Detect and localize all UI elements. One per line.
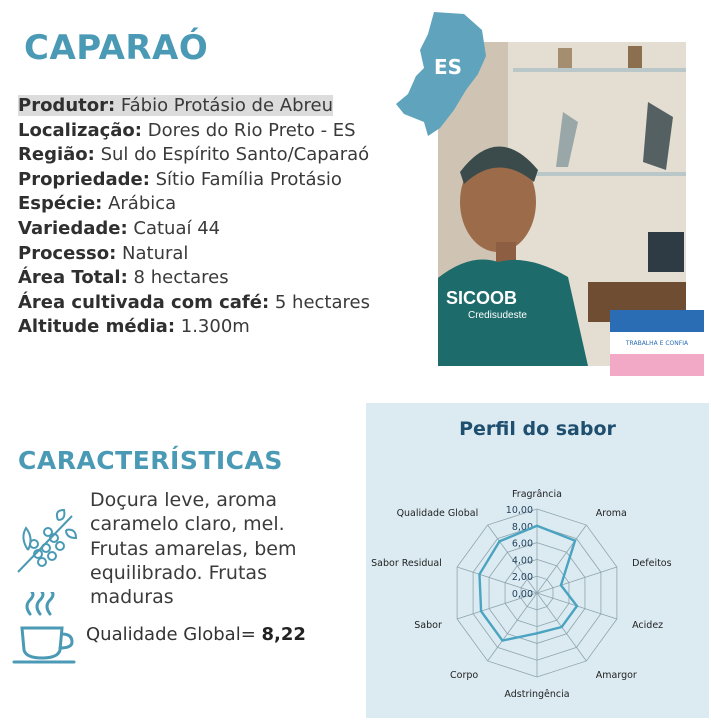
radar-category-label: Fragrância (512, 489, 562, 500)
radar-spoke (537, 567, 617, 593)
info-row (18, 192, 378, 217)
radar-point (560, 584, 562, 586)
info-label: Área cultivada com café: (18, 291, 270, 313)
info-row (18, 266, 378, 291)
es-map-icon (394, 10, 496, 136)
info-value: 5 hectares (269, 291, 370, 313)
info-value: Sítio Família Protásio (149, 168, 342, 190)
radar-point (480, 610, 482, 612)
info-label: Localização: (18, 119, 142, 141)
radar-point (560, 626, 562, 628)
info-value: 8 hectares (127, 267, 229, 289)
radar-category-label: Corpo (450, 669, 479, 681)
radar-tick-label: 10,00 (505, 505, 533, 516)
coffee-branch-icon (14, 508, 78, 574)
radar-point (536, 525, 538, 527)
info-value: Sul do Espírito Santo/Caparaó (94, 144, 370, 166)
info-row (18, 119, 378, 144)
radar-point (536, 632, 538, 634)
radar-tick-label: 8,00 (511, 521, 533, 533)
radar-category-label: Sabor (414, 619, 442, 631)
info-label: Propriedade: (18, 168, 150, 190)
info-value: Arábica (102, 193, 177, 215)
page-title: CAPARAÓ (24, 28, 209, 68)
info-label: Espécie: (18, 193, 103, 215)
radar-point (576, 605, 578, 607)
radar-category-label: Acidez (632, 619, 664, 631)
characteristics-heading: CARACTERÍSTICAS (18, 446, 283, 475)
info-label: Região: (18, 144, 95, 166)
info-label: Produtor: (18, 95, 116, 116)
radar-tick-label: 4,00 (511, 555, 533, 567)
shirt-brand: SICOOB (446, 288, 518, 308)
info-value: 1.300m (175, 316, 250, 338)
state-code: ES (433, 55, 463, 79)
radar-category-label: Adstringência (504, 689, 570, 700)
radar-tick-label: 0,00 (511, 589, 533, 600)
quality-label: Qualidade Global= (86, 624, 262, 645)
info-value: Catuaí 44 (127, 217, 221, 239)
info-value: Fábio Protásio de Abreu (115, 95, 334, 116)
radar-category-label: Sabor Residual (371, 558, 442, 570)
info-row (18, 217, 378, 242)
info-label: Altitude média: (18, 316, 176, 338)
info-row (18, 291, 378, 316)
radar-category-label: Qualidade Global (396, 508, 479, 520)
radar-category-label: Amargor (595, 669, 637, 681)
quality-value: 8,22 (261, 624, 306, 645)
flag-motto: TRABALHA E CONFIA (625, 340, 689, 347)
es-flag (610, 310, 704, 376)
radar-tick-label: 6,00 (511, 538, 533, 550)
info-label: Variedade: (18, 217, 128, 239)
info-value: Dores do Rio Preto - ES (142, 119, 356, 141)
radar-tick-label: 2,00 (511, 572, 533, 584)
info-row (18, 242, 378, 267)
info-label: Área Total: (18, 267, 128, 289)
coffee-cup-icon (12, 592, 76, 668)
info-value: Natural (116, 242, 189, 264)
radar-chart (366, 403, 709, 718)
radar-spoke (488, 593, 537, 661)
flavor-profile-panel (366, 403, 709, 718)
radar-point (478, 573, 480, 575)
info-row (18, 168, 378, 193)
radar-point (574, 539, 576, 541)
radar-category-label: Defeitos (632, 558, 672, 570)
info-row (18, 143, 378, 168)
info-label: Processo: (18, 242, 117, 264)
info-row (18, 315, 378, 340)
radar-point (498, 540, 500, 542)
radar-category-label: Aroma (595, 508, 627, 520)
global-quality (86, 624, 306, 645)
chart-title: Perfil do sabor (459, 418, 616, 440)
producer-info (18, 94, 378, 340)
info-row (18, 94, 378, 119)
flavor-description: Doçura leve, aroma caramelo claro, mel. Frutas amarelas, bem equilibrado. Frutas maduras (90, 489, 297, 609)
shirt-sub: Credisudeste (468, 310, 527, 321)
radar-point (501, 639, 503, 641)
